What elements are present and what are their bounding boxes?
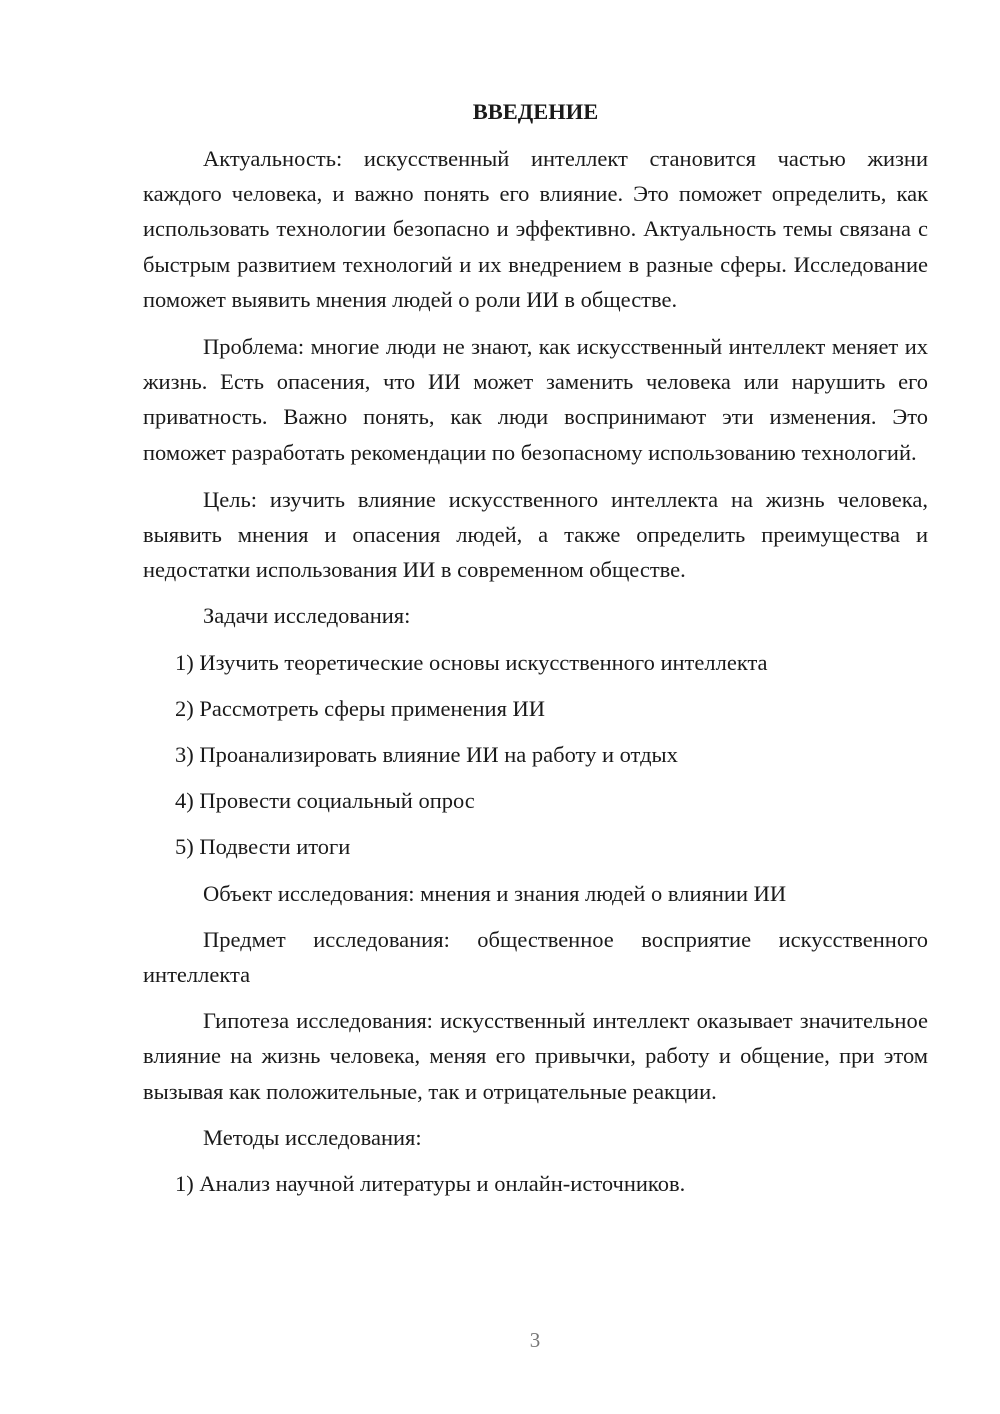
list-item: 5) Подвести итоги <box>175 834 351 860</box>
methods-list <box>143 1166 928 1201</box>
page-number: 3 <box>529 1328 541 1352</box>
list-item: 3) Проанализировать влияние ИИ на работу и отдых <box>175 742 678 768</box>
paragraph-subject: Предмет исследования: общественное восприятие искусственного интеллекта <box>143 926 928 988</box>
paragraph-object: Объект исследования: мнения и знания людей о влиянии ИИ <box>203 880 787 906</box>
list-item: 1) Изучить теоретические основы искусственного интеллекта <box>175 649 768 675</box>
list-item: 2) Рассмотреть сферы применения ИИ <box>175 695 546 721</box>
section-title: ВВЕДЕНИЕ <box>472 99 599 124</box>
paragraph-hypothesis: Гипотеза исследования: искусственный интеллект оказывает значительное влияние на жизнь человека, меняя его привычки, работу и общение, при этом вызывая как положительные, так и отрицательные реакции. <box>143 1008 928 1104</box>
paragraph-goal: Цель: изучить влияние искусственного интеллекта на жизнь человека, выявить мнения и опасения людей, а также определить преимущества и недостатки использования ИИ в современном обществе. <box>143 486 928 583</box>
paragraph-relevance: Актуальность: искусственный интеллект становится частью жизни каждого человека, и важно понять его влияние. Это поможет определить, как использовать технологии безопасно и эффективно. Актуальность темы связана с быстрым развитием технологий и их внедрением в разные сферы. Исследование поможет выявить мнения людей о роли ИИ в обществе. <box>143 146 928 312</box>
list-item: 4) Провести социальный опрос <box>175 788 475 814</box>
tasks-list <box>143 645 928 865</box>
paragraph-problem: Проблема: многие люди не знают, как искусственный интеллект меняет их жизнь. Есть опасения, что ИИ может заменить человека или нарушить его приватность. Важно понять, как люди воспринимают эти изменения. Это поможет разработать рекомендации по безопасному использованию технологий. <box>143 334 928 465</box>
list-item: 1) Анализ научной литературы и онлайн-источников. <box>175 1171 686 1197</box>
methods-heading: Методы исследования: <box>203 1124 422 1150</box>
tasks-heading: Задачи исследования: <box>203 603 411 629</box>
document-page <box>143 94 928 1201</box>
